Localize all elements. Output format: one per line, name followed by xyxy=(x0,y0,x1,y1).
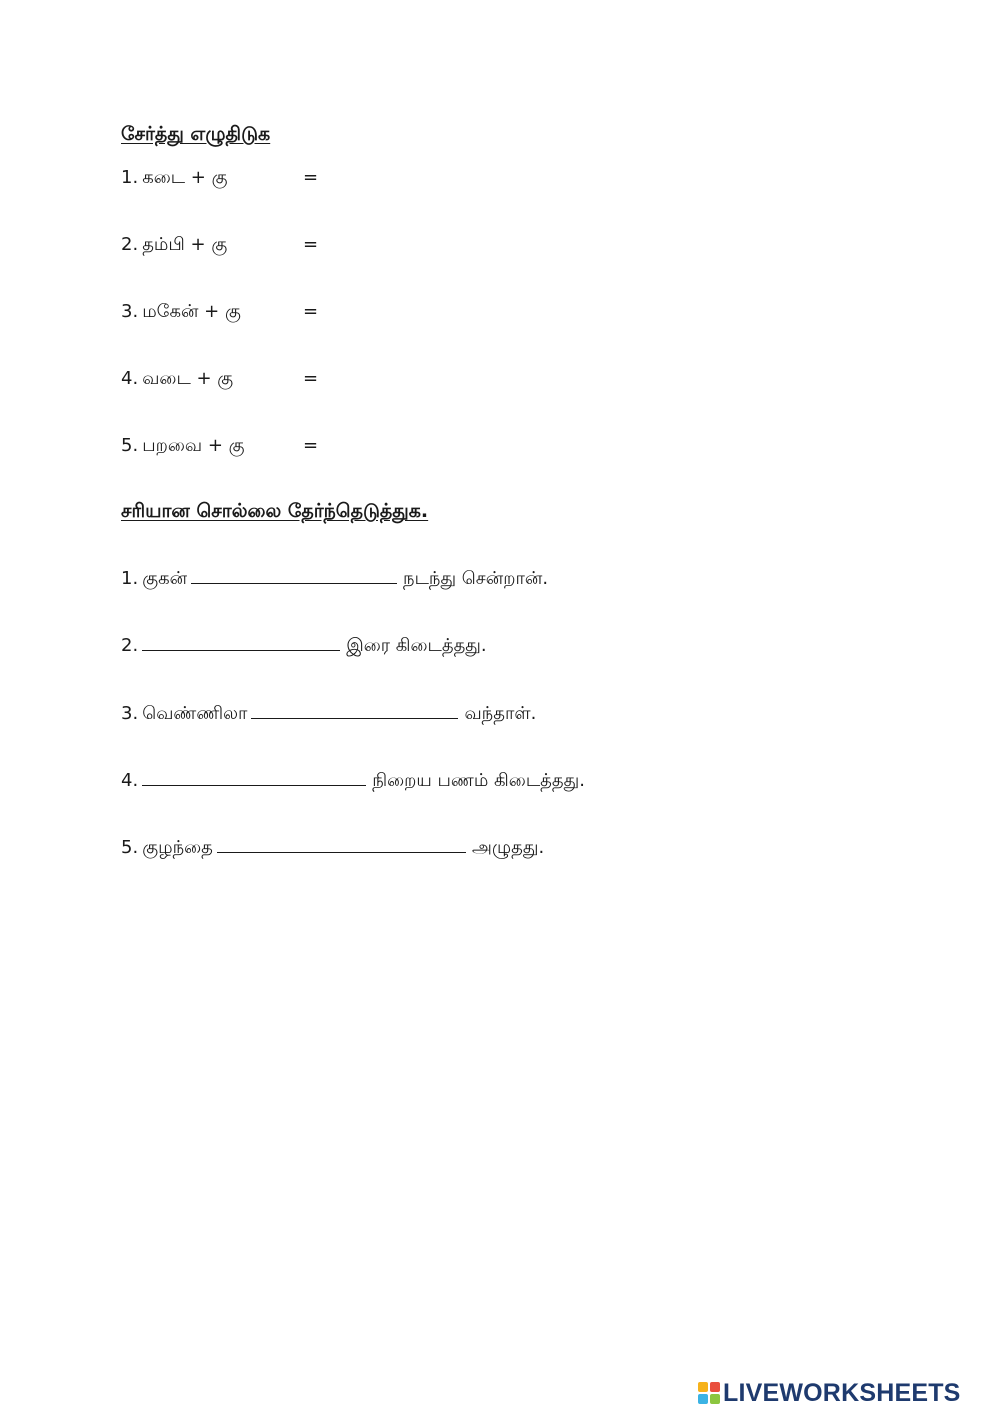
section1-title: சேர்த்து எழுதிடுக xyxy=(121,123,271,145)
item-expression: வடை + கு xyxy=(142,368,234,389)
liveworksheets-logo[interactable] xyxy=(698,1378,961,1408)
item-number: 3. xyxy=(121,703,139,724)
item-expression: மகேன் + கு xyxy=(142,301,241,322)
sentence-end: வந்தாள். xyxy=(464,703,537,724)
item-number: 3. xyxy=(121,301,139,322)
join-item-1 xyxy=(121,166,227,190)
fill-item-2 xyxy=(121,634,487,658)
sentence-end: நடந்து சென்றான். xyxy=(403,568,549,589)
fill-item-3 xyxy=(121,702,536,726)
fill-item-5 xyxy=(121,836,544,860)
item-number: 1. xyxy=(121,167,139,188)
logo-square-green xyxy=(710,1394,720,1404)
item-number: 2. xyxy=(121,635,139,656)
item-number: 5. xyxy=(121,435,139,456)
equals-sign: = xyxy=(303,368,319,389)
item-expression: தம்பி + கு xyxy=(142,234,228,255)
logo-square-yellow xyxy=(698,1382,708,1392)
item-number: 5. xyxy=(121,837,139,858)
answer-blank[interactable] xyxy=(217,836,466,853)
equals-sign: = xyxy=(303,301,319,322)
item-number: 1. xyxy=(121,568,139,589)
sentence-start: குழந்தை xyxy=(142,837,213,858)
sentence-start: வெண்ணிலா xyxy=(142,703,248,724)
answer-blank[interactable] xyxy=(142,634,340,651)
item-number: 2. xyxy=(121,234,139,255)
item-expression: பறவை + கு xyxy=(142,435,245,456)
answer-blank[interactable] xyxy=(142,769,366,786)
equals-sign: = xyxy=(303,167,319,188)
join-item-5 xyxy=(121,434,245,458)
answer-blank[interactable] xyxy=(191,567,397,584)
equals-sign: = xyxy=(303,234,319,255)
fill-item-1 xyxy=(121,567,548,591)
item-number: 4. xyxy=(121,368,139,389)
equals-sign: = xyxy=(303,435,319,456)
logo-square-red xyxy=(710,1382,720,1392)
join-item-2 xyxy=(121,233,227,257)
join-item-3 xyxy=(121,300,241,324)
liveworksheets-logo-icon xyxy=(698,1382,720,1404)
section2-title: சரியான சொல்லை தேர்ந்தெடுத்துக. xyxy=(121,500,429,522)
item-number: 4. xyxy=(121,770,139,791)
sentence-start: குகன் xyxy=(142,568,188,589)
sentence-end: இரை கிடைத்தது. xyxy=(346,635,487,656)
answer-blank[interactable] xyxy=(251,702,458,719)
sentence-end: அழுதது. xyxy=(471,837,545,858)
item-expression: கடை + கு xyxy=(142,167,228,188)
join-item-4 xyxy=(121,367,233,391)
logo-square-blue xyxy=(698,1394,708,1404)
logo-text: LIVEWORKSHEETS xyxy=(723,1378,961,1407)
fill-item-4 xyxy=(121,769,585,793)
sentence-end: நிறைய பணம் கிடைத்தது. xyxy=(372,770,585,791)
